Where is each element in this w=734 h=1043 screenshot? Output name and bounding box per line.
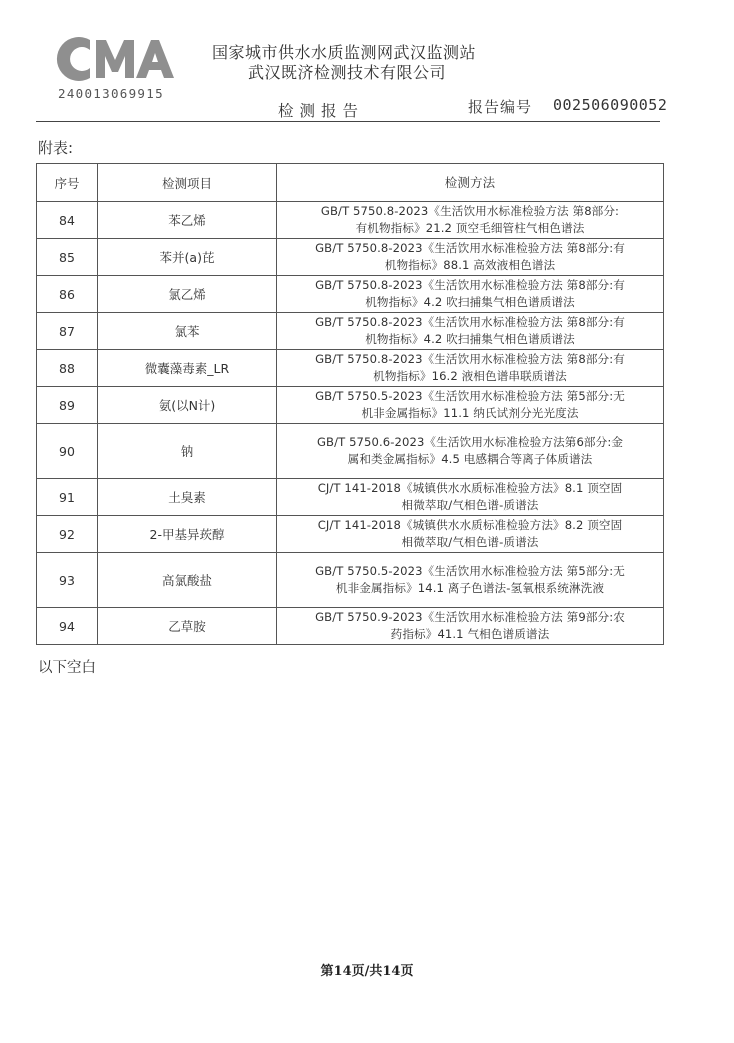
test-method <box>277 202 664 239</box>
test-item: 氨(以N计) <box>98 387 277 424</box>
test-method-line: CJ/T 141-2018《城镇供水水质标准检验方法》8.1 顶空固 <box>317 481 623 495</box>
table-row <box>37 553 664 608</box>
table-header-row <box>37 164 664 202</box>
table-row <box>37 239 664 276</box>
test-item: 乙草胺 <box>98 608 277 645</box>
page-number-footer: 第14页/共14页 <box>320 964 414 979</box>
test-method-line: 机物指标》4.2 吹扫捕集气相色谱质谱法 <box>365 295 575 309</box>
row-number: 87 <box>37 313 98 350</box>
column-header-method: 检测方法 <box>277 164 664 202</box>
test-method-line: 属和类金属指标》4.5 电感耦合等离子体质谱法 <box>347 452 593 466</box>
test-method <box>277 276 664 313</box>
table-row <box>37 516 664 553</box>
test-method-line: 相微萃取/气相色谱-质谱法 <box>401 535 539 549</box>
test-method-line: GB/T 5750.8-2023《生活饮用水标准检验方法 第8部分: <box>320 204 620 218</box>
row-number: 84 <box>37 202 98 239</box>
report-title: 检测报告 <box>278 102 365 120</box>
test-item: 微囊藻毒素_LR <box>98 350 277 387</box>
cma-logo <box>56 34 174 84</box>
organization-name-line2: 武汉既济检测技术有限公司 <box>248 63 447 82</box>
test-method-line: GB/T 5750.8-2023《生活饮用水标准检验方法 第8部分:有 <box>315 315 625 329</box>
test-method-line: GB/T 5750.6-2023《生活饮用水标准检验方法第6部分:金 <box>316 435 624 449</box>
table-row <box>37 608 664 645</box>
test-method <box>277 313 664 350</box>
row-number: 88 <box>37 350 98 387</box>
report-number: 002506090052 <box>553 96 668 114</box>
header-divider <box>36 121 660 122</box>
table-row <box>37 313 664 350</box>
row-number: 93 <box>37 553 98 608</box>
row-number: 86 <box>37 276 98 313</box>
test-methods-table <box>36 163 664 645</box>
table-row <box>37 202 664 239</box>
test-method-line: GB/T 5750.5-2023《生活饮用水标准检验方法 第5部分:无 <box>315 389 625 403</box>
row-number: 85 <box>37 239 98 276</box>
test-method-line: 相微萃取/气相色谱-质谱法 <box>401 498 539 512</box>
appendix-label: 附表: <box>38 139 74 157</box>
test-item: 钠 <box>98 424 277 479</box>
test-method-line: 机物指标》88.1 高效液相色谱法 <box>384 258 556 272</box>
test-method-line: GB/T 5750.9-2023《生活饮用水标准检验方法 第9部分:农 <box>315 610 625 624</box>
test-method-line: 机物指标》16.2 液相色谱串联质谱法 <box>373 369 567 383</box>
row-number: 91 <box>37 479 98 516</box>
table-row <box>37 350 664 387</box>
test-method <box>277 350 664 387</box>
row-number: 89 <box>37 387 98 424</box>
test-method <box>277 387 664 424</box>
test-item: 氯乙烯 <box>98 276 277 313</box>
blank-below-note: 以下空白 <box>38 660 96 676</box>
row-number: 92 <box>37 516 98 553</box>
test-method <box>277 608 664 645</box>
test-item: 2-甲基异莰醇 <box>98 516 277 553</box>
test-method <box>277 239 664 276</box>
certificate-number: 240013069915 <box>58 86 164 101</box>
test-method <box>277 479 664 516</box>
test-method-line: 机非金属指标》11.1 纳氏试剂分光光度法 <box>361 406 579 420</box>
organization-name-line1: 国家城市供水水质监测网武汉监测站 <box>212 43 477 62</box>
test-method <box>277 424 664 479</box>
column-header-number: 序号 <box>37 164 98 202</box>
test-method-line: GB/T 5750.8-2023《生活饮用水标准检验方法 第8部分:有 <box>315 241 625 255</box>
test-method <box>277 553 664 608</box>
test-method <box>277 516 664 553</box>
column-header-item: 检测项目 <box>98 164 277 202</box>
test-method-line: CJ/T 141-2018《城镇供水水质标准检验方法》8.2 顶空固 <box>317 518 623 532</box>
table-row <box>37 276 664 313</box>
row-number: 90 <box>37 424 98 479</box>
test-method-line: GB/T 5750.8-2023《生活饮用水标准检验方法 第8部分:有 <box>315 352 625 366</box>
test-method-line: GB/T 5750.5-2023《生活饮用水标准检验方法 第5部分:无 <box>315 564 625 578</box>
test-method-line: 药指标》41.1 气相色谱质谱法 <box>390 627 550 641</box>
test-item: 苯乙烯 <box>98 202 277 239</box>
table-row <box>37 387 664 424</box>
test-item: 高氯酸盐 <box>98 553 277 608</box>
table-row <box>37 479 664 516</box>
test-item: 苯并(a)芘 <box>98 239 277 276</box>
test-item: 土臭素 <box>98 479 277 516</box>
test-method-line: 机物指标》4.2 吹扫捕集气相色谱质谱法 <box>365 332 575 346</box>
report-number-label: 报告编号 <box>468 98 533 116</box>
test-item: 氯苯 <box>98 313 277 350</box>
test-method-line: GB/T 5750.8-2023《生活饮用水标准检验方法 第8部分:有 <box>315 278 625 292</box>
table-row <box>37 424 664 479</box>
test-method-line: 机非金属指标》14.1 离子色谱法-氢氧根系统淋洗液 <box>335 581 605 595</box>
test-method-line: 有机物指标》21.2 顶空毛细管柱气相色谱法 <box>355 221 585 235</box>
row-number: 94 <box>37 608 98 645</box>
